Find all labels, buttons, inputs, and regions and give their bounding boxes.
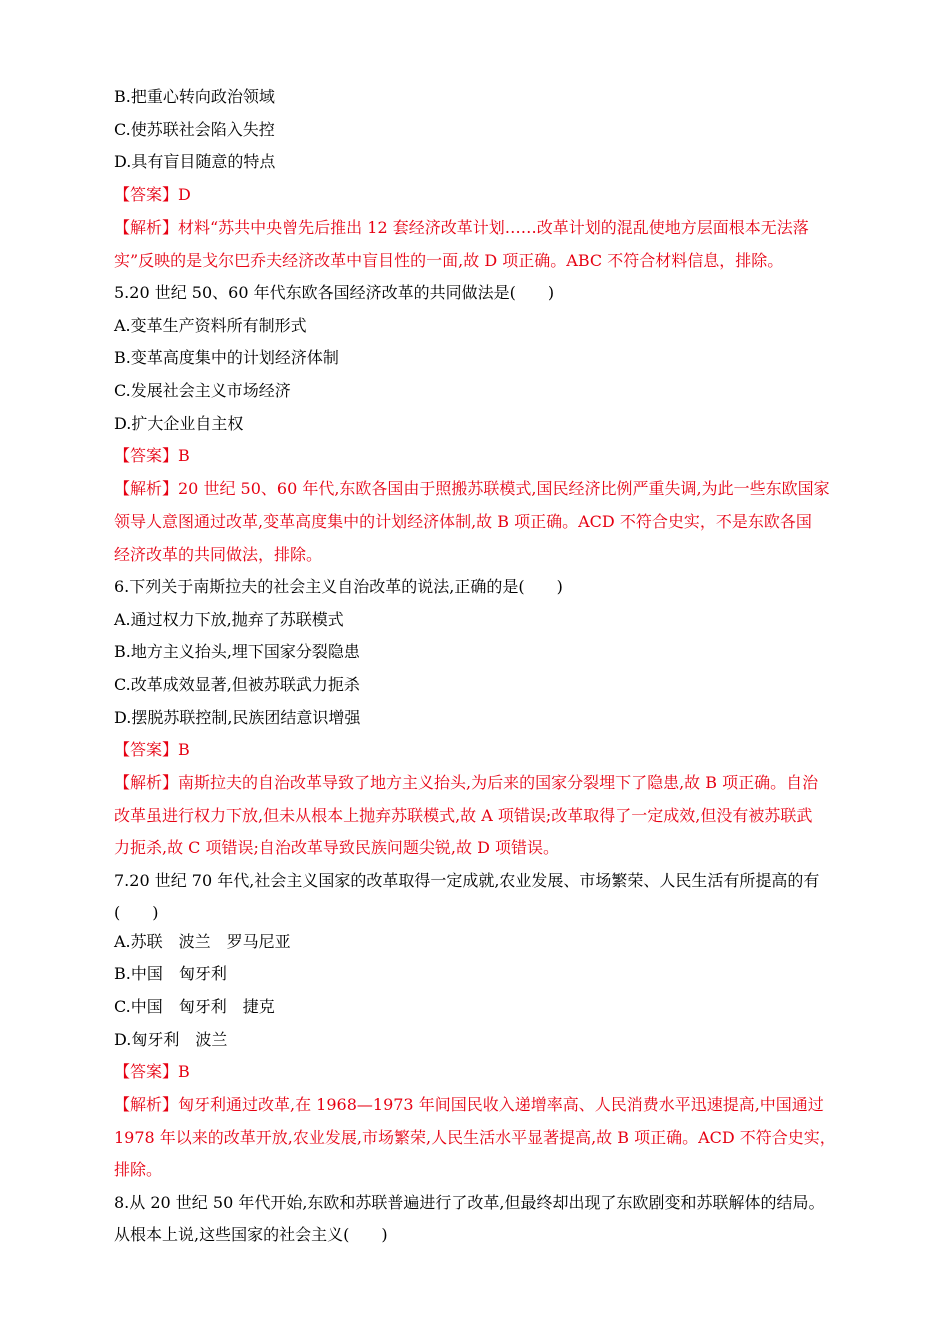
- question-6: 6.下列关于南斯拉夫的社会主义自治改革的说法,正确的是( ): [114, 577, 563, 596]
- option-d-q7: D.匈牙利 波兰: [114, 1030, 228, 1049]
- answer-q6: 【答案】B: [114, 740, 190, 759]
- analysis-q5-line1: 【解析】20 世纪 50、60 年代,东欧各国由于照搬苏联模式,国民经济比例严重失调,为此一些东欧国家: [114, 479, 830, 498]
- option-c-q5: C.发展社会主义市场经济: [114, 381, 291, 400]
- option-b-q6: B.地方主义抬头,埋下国家分裂隐患: [114, 642, 360, 661]
- question-7-line1: 7.20 世纪 70 年代,社会主义国家的改革取得一定成就,农业发展、市场繁荣、人民生活有所提高的有: [114, 871, 820, 890]
- analysis-q7-line1: 【解析】匈牙利通过改革,在 1968—1973 年间国民收入递增率高、人民消费水平迅速提高,中国通过: [114, 1095, 824, 1114]
- option-a-q5: A.变革生产资料所有制形式: [114, 316, 307, 335]
- option-d-q5: D.扩大企业自主权: [114, 414, 244, 433]
- answer-q7: 【答案】B: [114, 1062, 190, 1081]
- question-7-line2: ( ): [114, 903, 159, 922]
- option-b-q4: B.把重心转向政治领域: [114, 87, 275, 106]
- analysis-q4-line1: 【解析】材料“苏共中央曾先后推出 12 套经济改革计划……改革计划的混乱使地方层面根本无法落: [114, 218, 809, 237]
- analysis-q6-line2: 改革虽进行权力下放,但未从根本上抛弃苏联模式,故 A 项错误;改革取得了一定成效,但没有被苏联武: [114, 806, 813, 825]
- analysis-q5-line2: 领导人意图通过改革,变革高度集中的计划经济体制,故 B 项正确。ACD 不符合史实，不是东欧各国: [114, 512, 812, 531]
- analysis-q6-line3: 力扼杀,故 C 项错误;自治改革导致民族问题尖锐,故 D 项错误。: [114, 838, 559, 857]
- option-a-q6: A.通过权力下放,抛弃了苏联模式: [114, 610, 344, 629]
- question-8-line2: 从根本上说,这些国家的社会主义( ): [114, 1225, 388, 1244]
- option-c-q6: C.改革成效显著,但被苏联武力扼杀: [114, 675, 360, 694]
- option-c-q7: C.中国 匈牙利 捷克: [114, 997, 275, 1016]
- question-5: 5.20 世纪 50、60 年代东欧各国经济改革的共同做法是( ): [114, 283, 555, 302]
- analysis-q7-line3: 排除。: [114, 1160, 163, 1179]
- question-8-line1: 8.从 20 世纪 50 年代开始,东欧和苏联普遍进行了改革,但最终却出现了东欧剧变和苏联解体的结局。: [114, 1193, 825, 1212]
- option-d-q6: D.摆脱苏联控制,民族团结意识增强: [114, 708, 361, 727]
- option-b-q5: B.变革高度集中的计划经济体制: [114, 348, 339, 367]
- option-a-q7: A.苏联 波兰 罗马尼亚: [114, 932, 291, 951]
- answer-q5: 【答案】B: [114, 446, 190, 465]
- analysis-q7-line2: 1978 年以来的改革开放,农业发展,市场繁荣,人民生活水平显著提高,故 B 项正确。ACD 不符合史实，: [114, 1128, 836, 1147]
- analysis-q6-line1: 【解析】南斯拉夫的自治改革导致了地方主义抬头,为后来的国家分裂埋下了隐患,故 B 项正确。自治: [114, 773, 819, 792]
- option-b-q7: B.中国 匈牙利: [114, 964, 227, 983]
- option-c-q4: C.使苏联社会陷入失控: [114, 120, 275, 139]
- analysis-q5-line3: 经济改革的共同做法，排除。: [114, 545, 323, 564]
- option-d-q4: D.具有盲目随意的特点: [114, 152, 276, 171]
- answer-q4: 【答案】D: [114, 185, 191, 204]
- analysis-q4-line2: 实”反映的是戈尔巴乔夫经济改革中盲目性的一面,故 D 项正确。ABC 不符合材料信息，排除。: [114, 251, 784, 270]
